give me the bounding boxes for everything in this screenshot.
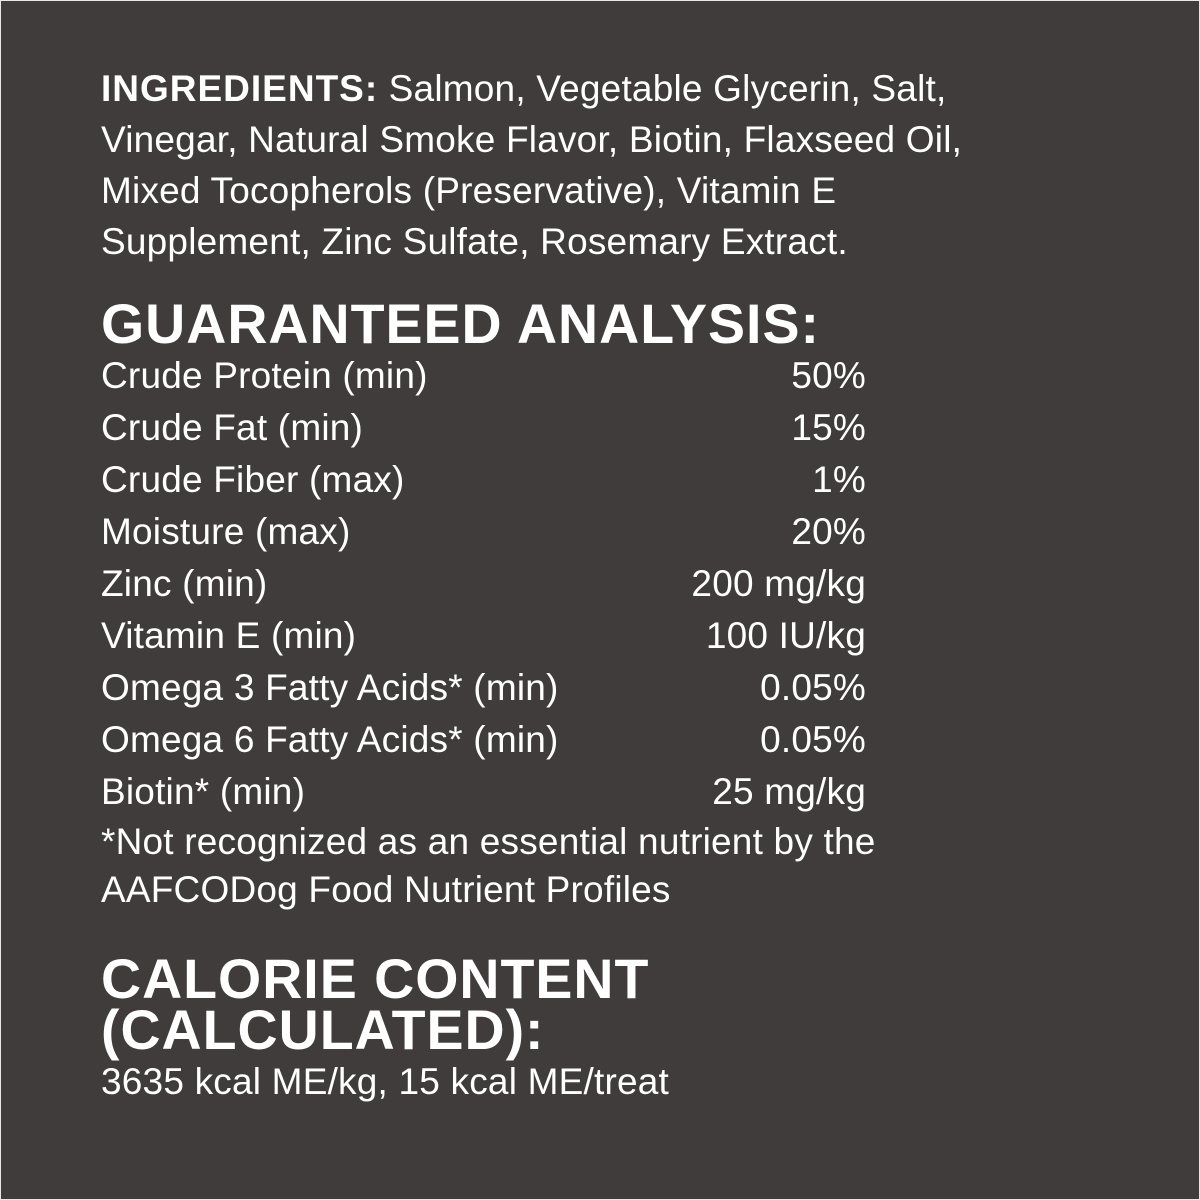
analysis-row-crude-protein bbox=[101, 350, 866, 402]
analysis-label: Zinc (min) bbox=[101, 563, 268, 604]
analysis-value: 25 mg/kg bbox=[712, 771, 866, 812]
guaranteed-analysis-heading: GUARANTEED ANALYSIS: bbox=[101, 293, 820, 355]
ingredients-label: INGREDIENTS: bbox=[101, 68, 379, 109]
analysis-label: Omega 3 Fatty Acids* (min) bbox=[101, 667, 559, 708]
analysis-row-biotin bbox=[101, 766, 866, 818]
guaranteed-analysis-table bbox=[101, 350, 866, 818]
analysis-row-crude-fiber bbox=[101, 454, 866, 506]
calorie-content-heading: CALORIE CONTENT (CALCULATED): bbox=[101, 948, 650, 1061]
analysis-row-crude-fat bbox=[101, 402, 866, 454]
analysis-footnote: *Not recognized as an essential nutrient by the AAFCODog Food Nutrient Profiles bbox=[101, 821, 876, 910]
analysis-label: Crude Fat (min) bbox=[101, 407, 364, 448]
analysis-value: 50% bbox=[791, 355, 866, 396]
analysis-value: 0.05% bbox=[760, 719, 866, 760]
calorie-content-value: 3635 kcal ME/kg, 15 kcal ME/treat bbox=[101, 1061, 670, 1102]
analysis-label: Crude Fiber (max) bbox=[101, 459, 405, 500]
analysis-value: 1% bbox=[812, 459, 866, 500]
ingredients-text: Salmon, Vegetable Glycerin, Salt, Vinegar, Natural Smoke Flavor, Biotin, Flaxseed Oil, Mixed Tocopherols (Preservative), Vitamin E Supplement, Zinc Sulfate, Rosemary Extract. bbox=[101, 68, 963, 262]
analysis-value: 15% bbox=[791, 407, 866, 448]
label-content bbox=[101, 63, 1061, 1107]
analysis-value: 0.05% bbox=[760, 667, 866, 708]
analysis-value: 200 mg/kg bbox=[691, 563, 866, 604]
analysis-label: Crude Protein (min) bbox=[101, 355, 428, 396]
analysis-label: Moisture (max) bbox=[101, 511, 351, 552]
ingredients-paragraph bbox=[101, 63, 1051, 267]
analysis-row-omega-3 bbox=[101, 662, 866, 714]
analysis-row-moisture bbox=[101, 506, 866, 558]
analysis-row-zinc bbox=[101, 558, 866, 610]
analysis-label: Biotin* (min) bbox=[101, 771, 306, 812]
analysis-row-vitamin-e bbox=[101, 610, 866, 662]
analysis-value: 100 IU/kg bbox=[705, 615, 866, 656]
analysis-value: 20% bbox=[791, 511, 866, 552]
analysis-row-omega-6 bbox=[101, 714, 866, 766]
analysis-label: Omega 6 Fatty Acids* (min) bbox=[101, 719, 559, 760]
analysis-label: Vitamin E (min) bbox=[101, 615, 357, 656]
